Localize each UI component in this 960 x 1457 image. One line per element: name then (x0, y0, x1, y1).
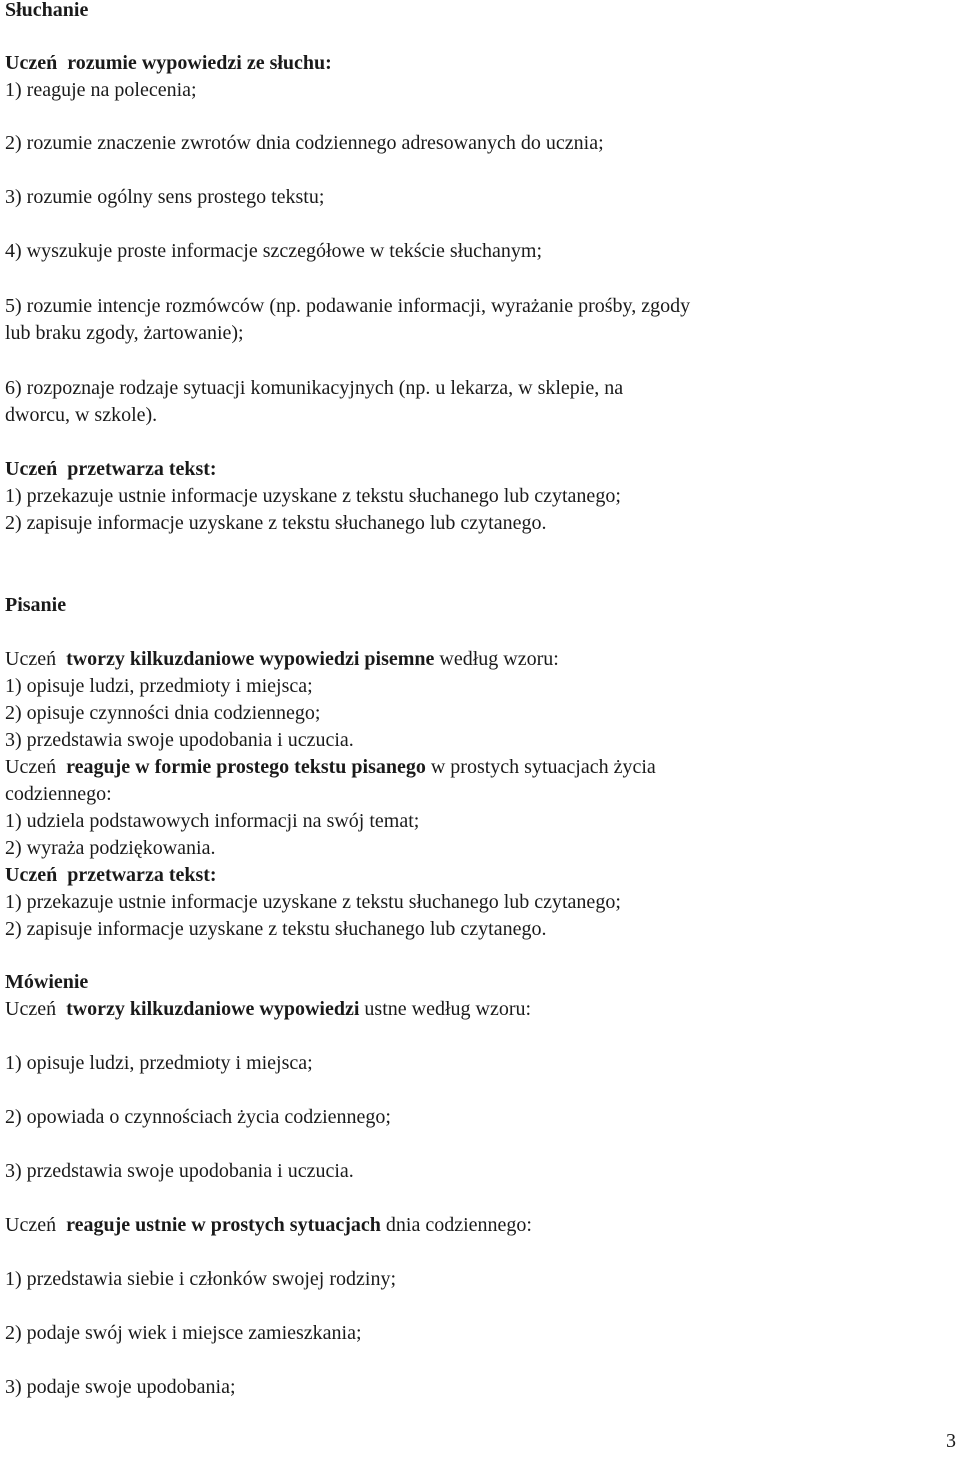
statement-line: Uczeń przetwarza tekst: (5, 864, 217, 886)
list-item: 2) zapisuje informacje uzyskane z tekstu słuchanego lub czytanego. (5, 512, 547, 534)
section-heading-sluchanie: Słuchanie (5, 0, 89, 21)
list-item: 4) wyszukuje proste informacje szczegółowe w tekście słuchanym; (5, 240, 543, 262)
list-item: dworcu, w szkole). (5, 404, 158, 426)
list-item: 1) przekazuje ustnie informacje uzyskane z tekstu słuchanego lub czytanego; (5, 891, 621, 913)
list-item: 2) opisuje czynności dnia codziennego; (5, 702, 321, 724)
statement-line: Uczeń tworzy kilkuzdaniowe wypowiedzi pisemne według wzoru: (5, 648, 559, 670)
statement-line: Uczeń przetwarza tekst: (5, 458, 217, 480)
list-item: 1) przedstawia siebie i członków swojej rodziny; (5, 1268, 396, 1290)
page-number: 3 (946, 1430, 956, 1452)
section-heading-pisanie: Pisanie (5, 594, 67, 616)
list-item: 3) przedstawia swoje upodobania i uczucia. (5, 1160, 354, 1182)
list-item: 1) udziela podstawowych informacji na swój temat; (5, 810, 420, 832)
list-item: 3) podaje swoje upodobania; (5, 1376, 236, 1398)
list-item: 3) przedstawia swoje upodobania i uczucia. (5, 729, 354, 751)
list-item: 1) reaguje na polecenia; (5, 79, 197, 101)
section-heading-mowienie: Mówienie (5, 971, 89, 993)
list-item: 2) opowiada o czynnościach życia codziennego; (5, 1106, 391, 1128)
statement-line: Uczeń tworzy kilkuzdaniowe wypowiedzi ustne według wzoru: (5, 998, 532, 1020)
list-item: 2) rozumie znaczenie zwrotów dnia codziennego adresowanych do ucznia; (5, 132, 604, 154)
list-item: 1) przekazuje ustnie informacje uzyskane z tekstu słuchanego lub czytanego; (5, 485, 621, 507)
list-item: 2) podaje swój wiek i miejsce zamieszkania; (5, 1322, 362, 1344)
statement-line: Uczeń reaguje ustnie w prostych sytuacjach dnia codziennego: (5, 1214, 532, 1236)
list-item: lub braku zgody, żartowanie); (5, 322, 244, 344)
statement-continuation: codziennego: (5, 783, 112, 805)
list-item: 2) wyraża podziękowania. (5, 837, 216, 859)
list-item: 2) zapisuje informacje uzyskane z tekstu słuchanego lub czytanego. (5, 918, 547, 940)
list-item: 5) rozumie intencje rozmówców (np. podawanie informacji, wyrażanie prośby, zgody (5, 295, 691, 317)
list-item: 1) opisuje ludzi, przedmioty i miejsca; (5, 675, 313, 697)
statement-line: Uczeń rozumie wypowiedzi ze słuchu: (5, 52, 332, 74)
list-item: 3) rozumie ogólny sens prostego tekstu; (5, 186, 325, 208)
statement-line: Uczeń reaguje w formie prostego tekstu pisanego w prostych sytuacjach życia (5, 756, 656, 778)
list-item: 6) rozpoznaje rodzaje sytuacji komunikacyjnych (np. u lekarza, w sklepie, na (5, 377, 624, 399)
list-item: 1) opisuje ludzi, przedmioty i miejsca; (5, 1052, 313, 1074)
